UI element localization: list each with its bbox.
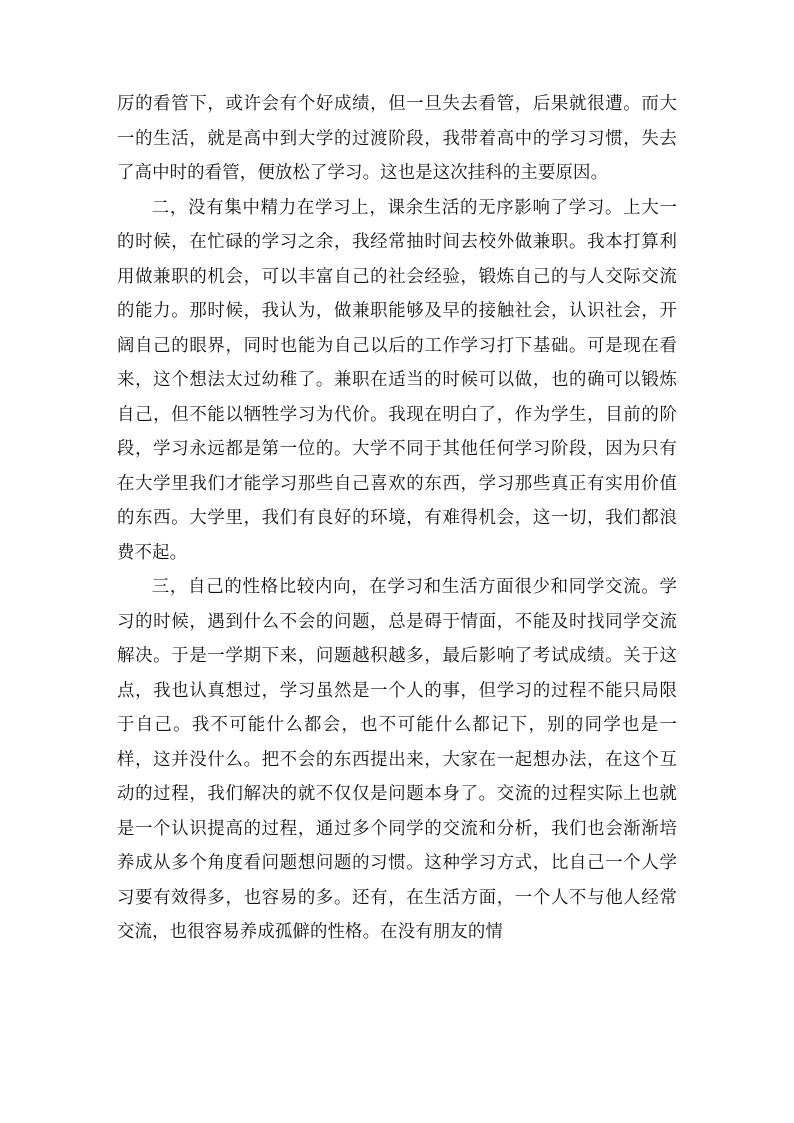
paragraph-reason-three: 三，自己的性格比较内向，在学习和生活方面很少和同学交流。学习的时候，遇到什么不会的问题，总是碍于情面，不能及时找同学交流解决。于是一学期下来，问题越积越多，最后影响了考试成绩。关于这点，我也认真想过，学习虽然是一个人的事，但学习的过程不能只局限于自己。我不可能什么都会，也不可能什么都记下，别的同学也是一样，这并没什么。把不会的东西提出来，大家在一起想办法，在这个互动的过程，我们解决的就不仅仅是问题本身了。交流的过程实际上也就是一个认识提高的过程，通过多个同学的交流和分析，我们也会渐渐培养成从多个角度看问题想问题的习惯。这种学习方式，比自己一个人学习要有效得多，也容易的多。还有，在生活方面，一个人不与他人经常交流，也很容易养成孤僻的性格。在没有朋友的情: [117, 577, 677, 942]
paragraph-continued: 厉的看管下，或许会有个好成绩，但一旦失去看管，后果就很遭。而大一的生活，就是高中到大学的过渡阶段，我带着高中的学习习惯，失去了高中时的看管，便放松了学习。这也是这次挂科的主要原因。: [117, 94, 677, 183]
body-text: [117, 87, 677, 950]
paragraph-reason-two: 二，没有集中精力在学习上，课余生活的无序影响了学习。上大一的时候，在忙碌的学习之余，我经常抽时间去校外做兼职。我本打算利用做兼职的机会，可以丰富自己的社会经验，锻炼自己的与人交际交流的能力。那时候，我认为，做兼职能够及早的接触社会，认识社会，开阔自己的眼界，同时也能为自己以后的工作学习打下基础。可是现在看来，这个想法太过幼稚了。兼职在适当的时候可以做，也的确可以锻炼自己，但不能以牺牲学习为代价。我现在明白了，作为学生，目前的阶段，学习永远都是第一位的。大学不同于其他任何学习阶段，因为只有在大学里我们才能学习那些自己喜欢的东西，学习那些真正有实用价值的东西。大学里，我们有良好的环境，有难得机会，这一切，我们都浪费不起。: [117, 197, 677, 563]
